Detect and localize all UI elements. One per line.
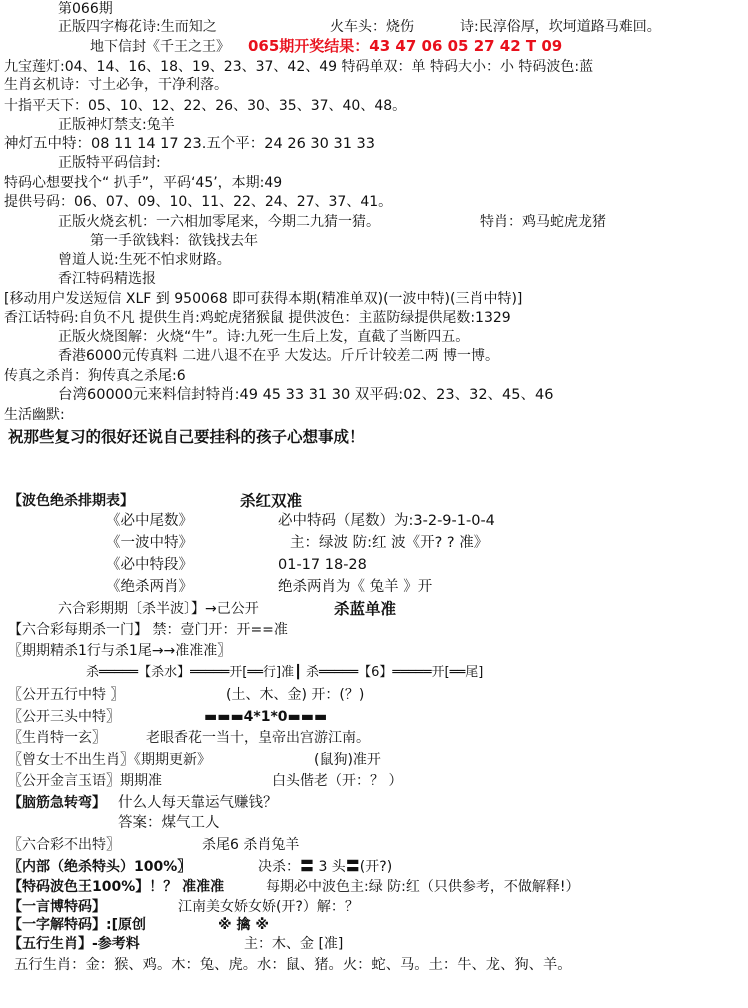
wuxing-shengxiao-value: 主：木、金 [准] [244,936,344,952]
shengxiao-xuanji: 生肖玄机诗：寸土必争，干净利落。 [4,77,228,93]
poem-line-meihua: 正版四字梅花诗:生而知之 [58,19,217,35]
shengxiao-yixuan-label: 〖生肖特一玄〗 [8,730,106,746]
yizi-jie-value: ※ 擒 ※ [218,917,269,933]
jueshaliang-label: 《绝杀两肖》 [106,579,193,595]
zengnvshi-value: (鼠狗)准开 [314,752,381,768]
bizhong-weishu-value: 必中特码（尾数）为:3-2-9-1-0-4 [278,513,495,529]
xinxiang-line: 特码心想要找个“ 扒手”，平码‘45’，本期:49 [4,175,283,191]
tigong-haoma: 提供号码：06、07、09、10、11、22、24、27、37、41。 [4,194,393,210]
cengdaoren-shuo: 曾道人说:生死不怕求财路。 [58,252,231,268]
zengnvshi-label: 〖曾女士不出生肖〗《期期更新》 [8,752,211,768]
gongkai-santou-value: ▬▬▬4*1*0▬▬▬ [204,709,328,725]
sha-hong-label: 杀红双准 [240,492,303,510]
buchu-te-label: 〖六合彩不出特〗 [8,837,120,853]
shenghuo-youmo: 生活幽默: [4,407,65,423]
xiangjiang-title: 香江特码精选报 [58,271,156,287]
jinyan-label: 〖公开金言玉语〗期期准 [8,773,162,789]
bizhong-weishu-label: 《必中尾数》 [106,513,193,529]
yiyan-bo-label: 【一言博特码】 [8,899,106,915]
shendeng-wuzhong: 神灯五中特：08 11 14 17 23.五个平：24 26 30 31 33 [4,136,375,152]
wuxing-shengxiao-list: 五行生肖：金：猴、鸡。木：兔、虎。水：鼠、猪。火：蛇、马。土：牛、龙、狗、羊。 [14,957,572,973]
wuxing-shengxiao-label: 【五行生肖】-参考料 [8,936,140,952]
chuanzhen-shaxiao: 传真之杀肖：狗传真之杀尾:6 [4,368,186,384]
sha-lan-label: 杀蓝单准 [334,600,397,618]
yibo-zhongte-value: 主：绿波 防:红 波《开? ? 准》 [290,535,489,551]
tepingma-xinfeng: 正版特平码信封: [58,155,161,171]
gongkai-santou-label: 〖公开三头中特〗 [8,709,120,725]
yidong-sms: [移动用户发送短信 XLF 到 950068 即可获得本期(精准单双)(一波中特)(三肖中特)] [4,291,523,307]
naojin-answer: 答案：煤气工人 [118,815,220,831]
shizhi-pingtianxia: 十指平天下：05、10、12、22、26、30、35、37、40、48。 [4,98,407,114]
zhufu-line: 祝那些复习的很好还说自己要挂科的孩子心想事成！ [8,428,365,446]
gongkai-wuxing-value: (土、木、金) 开：(？) [226,687,365,703]
diyishou-liao: 第一手欲钱料：欲钱找去年 [90,233,258,249]
jueshaliang-value: 绝杀两肖为《 兔羊 》开 [278,579,433,595]
biduan-value: 01-17 18-28 [278,557,367,573]
jiubao-liandeng: 九宝莲灯:04、14、16、18、19、23、37、42、49 特码单双：单 特码大小：小 特码波色:蓝 [4,59,594,75]
hk-6000-chuanzhen: 香港6000元传真料 二进八退不在乎 大发达。斤斤计较差二两 博一博。 [58,348,499,364]
naojin-question: 什么人每天靠运气赚钱？ [118,795,278,811]
shengxiao-yixuan-value: 老眼香花一当十，皇帝出宫游江南。 [146,730,370,746]
shendeng-jinzhi: 正版神灯禁支:兔羊 [58,117,175,133]
yiyan-bo-value: 江南美女娇女娇(开?）解：？ [178,899,359,915]
poem-line-shi: 诗:民淳俗厚，坎坷道路马难回。 [460,19,661,35]
issue-number: 第066期 [58,1,113,17]
taiwan-60000: 台湾60000元来料信封特肖:49 45 33 31 30 双平码:02、23、32、45、46 [58,387,554,403]
liuhe-qiqi-label: 六合彩期期〔杀半波〕】→己公开 [58,601,259,617]
ditu-xinfeng-label: 地下信封《千王之王》 [90,39,230,55]
sha-shui-line: 杀═════【杀水】═════开[══行]准┃ 杀═════【6】═════开[══尾] [86,665,484,680]
naojin-label: 【脑筋急转弯】 [8,795,106,811]
huoshao-xuanji: 正版火烧玄机：一六相加零尾来，今期二九猜一猜。 [58,214,380,230]
meiqi-sha-yimen: 【六合彩每期杀一门】 禁：壹门开：开==准 [8,622,288,638]
biduan-label: 《必中特段》 [106,557,193,573]
jinyan-value: 白头偕老（开：？ ） [272,773,403,789]
bose-wang-value: 每期必中波色主:绿 防:红（只供参考，不做解释!） [266,879,580,895]
yizi-jie-label: 【一字解特码】:[原创 [8,917,146,933]
bose-wang-label: 【特码波色王100%】！？ 准准准 [8,879,225,895]
gongkai-wuxing-label: 〖公开五行中特 〗 [8,687,125,703]
yibo-zhongte-label: 《一波中特》 [106,535,193,551]
bose-jueshao-title: 【波色绝杀排期表】 [8,493,134,509]
huoshao-tujie: 正版火烧图解：火烧“牛”。诗:九死一生后上发，直截了当断四五。 [58,329,470,345]
poem-line-huochetou: 火车头：烧伤 [330,19,414,35]
xiangjiang-hua-line: 香江话特码:自负不凡 提供生肖:鸡蛇虎猪猴鼠 提供波色：主蓝防绿提供尾数:1329 [4,310,511,326]
buchu-te-value: 杀尾6 杀肖兔羊 [202,837,300,853]
neibu-juesha-label: 〖内部（绝杀特头）100%〗 [8,859,192,875]
huoshao-texiao: 特肖：鸡马蛇虎龙猪 [480,214,606,230]
jingsha-line: 〖期期精杀1行与杀1尾→→准准准〗 [8,643,232,659]
prev-draw-result: 065期开奖结果：43 47 06 05 27 42 T 09 [248,37,563,55]
neibu-juesha-value: 决杀：〓 3 头〓(开?) [258,859,393,875]
